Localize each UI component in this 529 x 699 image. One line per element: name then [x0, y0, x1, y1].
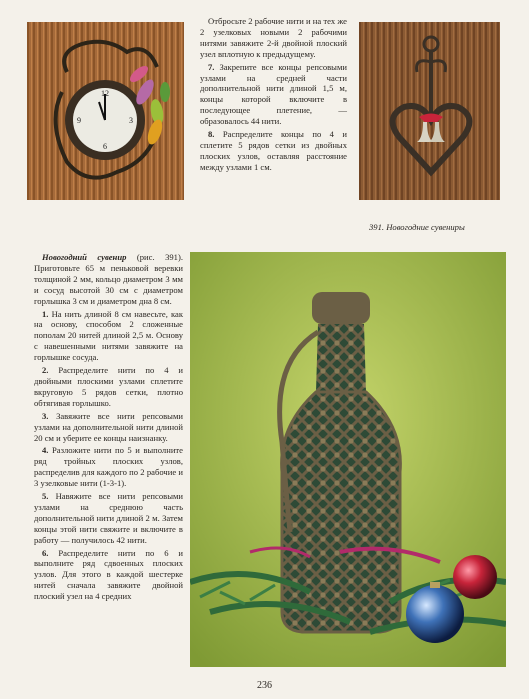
step-4-paragraph: [34, 445, 183, 489]
left-text-column: [34, 252, 183, 604]
step-4-number: 4.: [42, 445, 49, 456]
top-intro-paragraph: Отбросьте 2 рабочие нити и на тех же 2 узелковых новыми 2 рабочими нитями завяжите 2-й двойной плоский узел вплотную к предыдущему.: [200, 16, 347, 59]
souvenir-intro-paragraph: [34, 252, 183, 307]
step-1-paragraph: [34, 309, 183, 364]
step-4-text: Разложите нити по 5 и выполните ряд тройных плоских узлов, распределив для каждого по 2 рабочие и 3 узелковые нити (1-3-1).: [34, 445, 183, 489]
step-8-text: Распределите концы по 4 и сплетите 5 рядов сетки из двойных плоских узлов, оставляя расстояние между узлами 1 см.: [200, 129, 347, 172]
step-5-number: 5.: [42, 491, 49, 502]
step-2-number: 2.: [42, 365, 49, 376]
step-5-paragraph: [34, 491, 183, 546]
top-text-column: [200, 16, 347, 175]
step-2-text: Распределите нити по 4 и двойными плоскими узлами сплетите вкруговую 5 рядов сетки, плотно обтягивая горлышко.: [34, 365, 183, 408]
macrame-bottle-photo: [190, 252, 506, 667]
step-6-paragraph: [34, 548, 183, 603]
svg-text:9: 9: [77, 116, 81, 125]
clock-souvenir-photo: [27, 22, 184, 200]
svg-text:3: 3: [129, 116, 133, 125]
step-7-paragraph: [200, 62, 347, 127]
step-3-text: Завяжите все нити репсовыми узлами на дополнительной нити длиной 20 см и уберите ее концы наизнанку.: [34, 410, 183, 443]
step-1-text: На нить длиной 8 см навесьте, как на основу, способом 2 сложенные пополам 20 нитей длиной 2,5 м. Основу с навешенными нитями завяжите на горлышке сосуда.: [34, 308, 183, 363]
step-2-paragraph: [34, 365, 183, 409]
figure-caption: 391. Новогодние сувениры: [369, 222, 465, 232]
svg-text:6: 6: [103, 142, 107, 151]
step-7-number: 7.: [208, 61, 215, 72]
step-1-number: 1.: [42, 308, 49, 319]
step-6-number: 6.: [42, 547, 49, 558]
step-7-text: Закрепите все концы репсовыми узлами на средней части дополнительной нити длиной 1,5 м, концы которой включите в последующее плетение, — образовалось 44 нити.: [200, 61, 347, 127]
page-number: 236: [257, 680, 272, 691]
section-title: Новогодний сувенир: [42, 252, 127, 262]
step-6-text: Распределите нити по 6 и выполните ряд сдвоенных плоских узлов. Для этого в каждой шестерке нитей сначала завяжите двойной плоский узел на 4 средних: [34, 547, 183, 602]
step-8-paragraph: [200, 129, 347, 173]
step-5-text: Навяжите все нити репсовыми узлами на среднюю часть дополнительной нити длиной 2 м. Затем концы этой нити свяжите и включите в работу — получилось 42 нити.: [34, 491, 183, 545]
svg-text:12: 12: [101, 89, 109, 98]
section-intro: (рис. 391). Приготовьте 65 м пеньковой веревки толщиной 2 мм, кольцо диаметром 3 мм и сосуд высотой 30 см с диаметром горлышка 3 см и диаметром дна 8 см.: [34, 252, 183, 306]
heart-souvenir-photo: [359, 22, 500, 200]
step-3-paragraph: [34, 411, 183, 444]
step-8-number: 8.: [208, 129, 215, 140]
step-3-number: 3.: [42, 410, 49, 421]
